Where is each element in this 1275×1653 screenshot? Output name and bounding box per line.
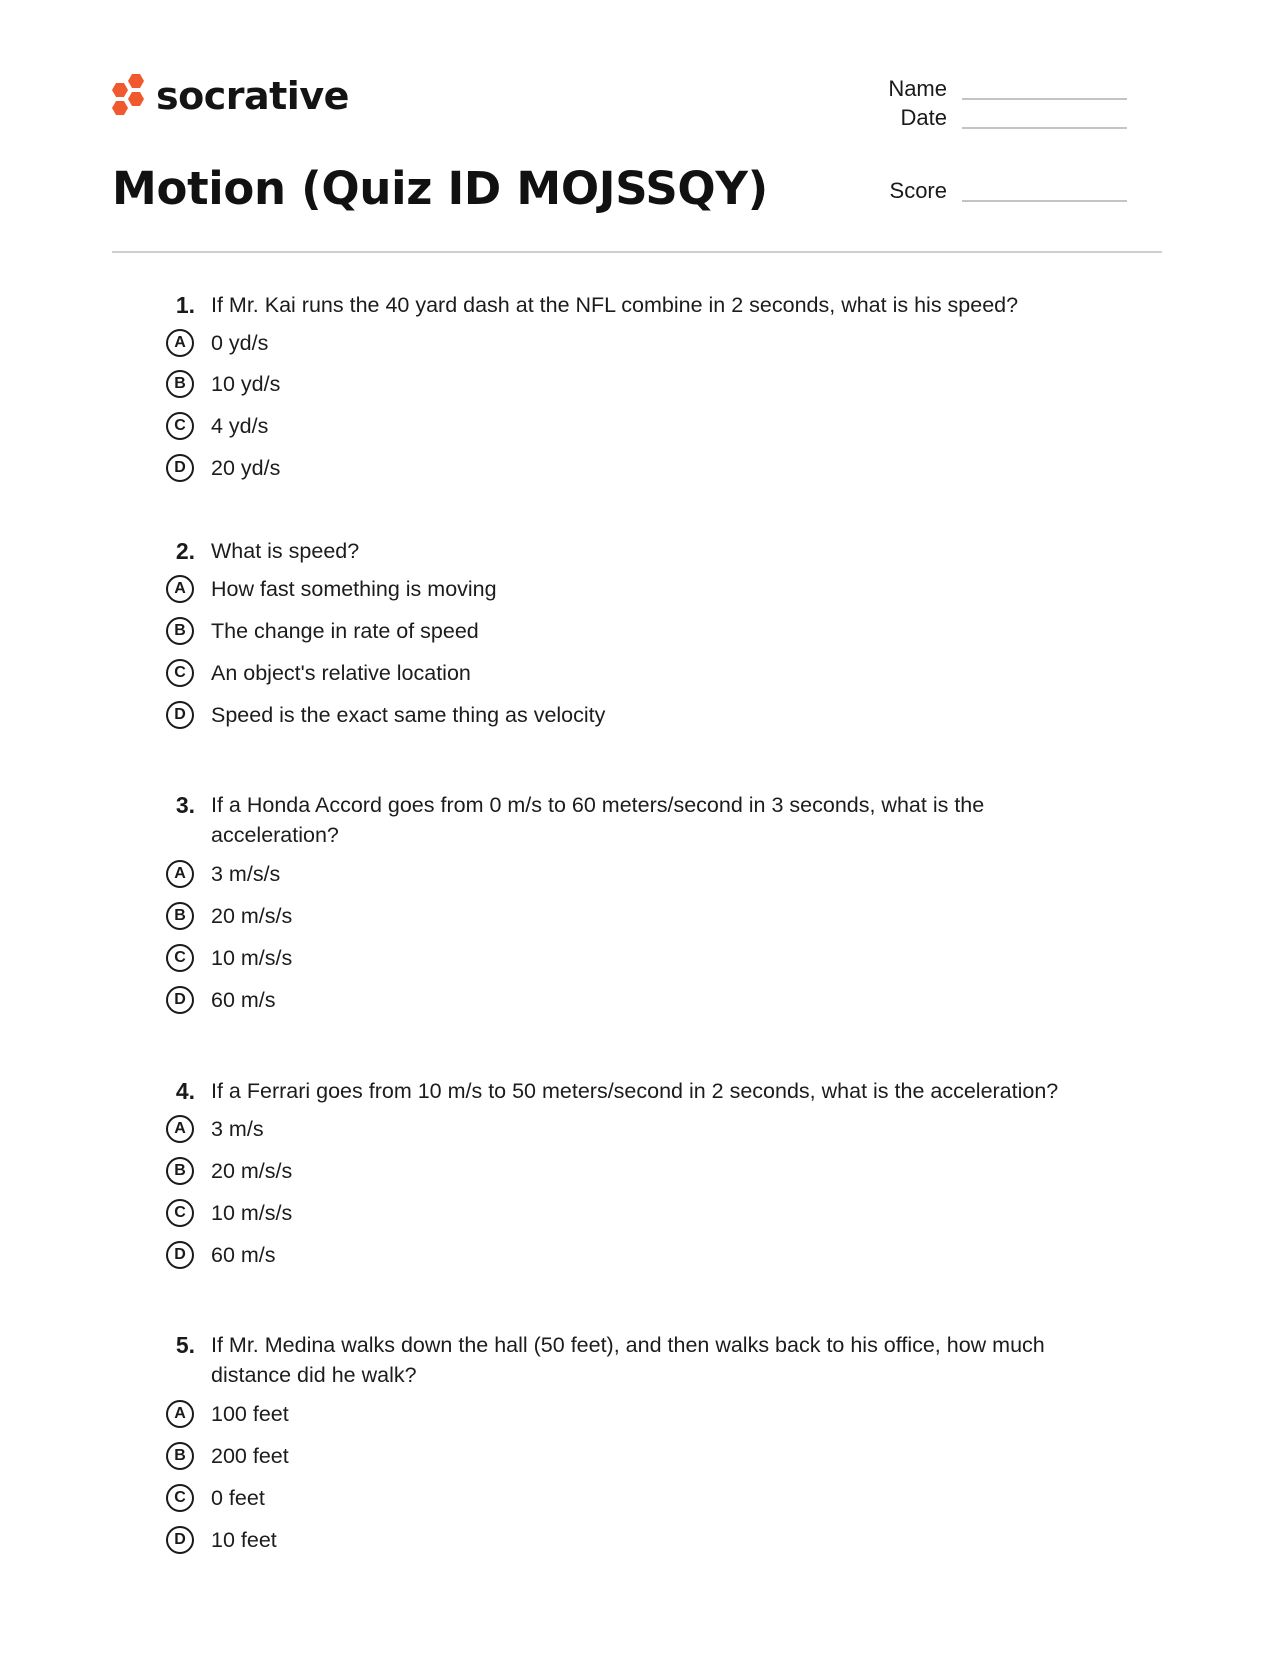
option-text: 10 m/s/s — [211, 946, 293, 970]
option-text: An object's relative location — [211, 661, 471, 685]
option-text: The change in rate of speed — [211, 619, 479, 643]
option-text: Speed is the exact same thing as velocity — [211, 703, 606, 727]
option-text: 60 m/s — [211, 988, 276, 1012]
option-letter-badge: B — [166, 370, 194, 398]
option-letter-badge: B — [166, 617, 194, 645]
option-letter-badge: D — [166, 1241, 194, 1269]
question-text: If Mr. Kai runs the 40 yard dash at the NFL combine in 2 seconds, what is his speed? — [211, 293, 1019, 317]
option-text: 3 m/s — [211, 1117, 264, 1141]
option-letter-badge: A — [166, 1115, 194, 1143]
question-text: If a Honda Accord goes from 0 m/s to 60 meters/second in 3 seconds, what is the acceleration? — [211, 793, 985, 847]
option-text: 10 feet — [211, 1528, 277, 1552]
score-label: Score — [889, 178, 947, 203]
name-label: Name — [888, 76, 947, 101]
question-number: 1. — [175, 292, 195, 318]
option-letter-badge: C — [166, 412, 194, 440]
question-text: If Mr. Medina walks down the hall (50 feet), and then walks back to his office, how much distance did he walk? — [211, 1333, 1045, 1387]
option-text: How fast something is moving — [211, 577, 497, 601]
brand-name: socrative — [156, 74, 349, 118]
option-letter-badge: C — [166, 944, 194, 972]
option-letter-badge: D — [166, 701, 194, 729]
option-text: 4 yd/s — [211, 414, 269, 438]
date-label: Date — [900, 105, 947, 130]
question-number: 5. — [175, 1332, 195, 1358]
question-number: 3. — [175, 792, 195, 818]
option-text: 100 feet — [211, 1402, 289, 1426]
option-letter-badge: C — [166, 1199, 194, 1227]
quiz-title: Motion (Quiz ID MOJSSQY) — [112, 162, 768, 215]
option-letter-badge: D — [166, 1526, 194, 1554]
option-letter-badge: D — [166, 454, 194, 482]
option-letter-badge: A — [166, 575, 194, 603]
option-text: 0 feet — [211, 1486, 265, 1510]
question-text: What is speed? — [211, 539, 360, 563]
option-letter-badge: A — [166, 860, 194, 888]
option-letter-badge: B — [166, 1442, 194, 1470]
option-text: 20 m/s/s — [211, 904, 293, 928]
question-number: 4. — [175, 1078, 195, 1104]
option-letter-badge: C — [166, 1484, 194, 1512]
option-letter-badge: A — [166, 329, 194, 357]
option-text: 3 m/s/s — [211, 862, 281, 886]
option-text: 10 m/s/s — [211, 1201, 293, 1225]
option-text: 20 m/s/s — [211, 1159, 293, 1183]
option-text: 200 feet — [211, 1444, 289, 1468]
option-letter-badge: B — [166, 1157, 194, 1185]
option-letter-badge: A — [166, 1400, 194, 1428]
option-letter-badge: C — [166, 659, 194, 687]
option-letter-badge: B — [166, 902, 194, 930]
option-text: 60 m/s — [211, 1243, 276, 1267]
option-text: 20 yd/s — [211, 456, 281, 480]
question-number: 2. — [175, 538, 195, 564]
option-text: 10 yd/s — [211, 372, 281, 396]
question-text: If a Ferrari goes from 10 m/s to 50 meters/second in 2 seconds, what is the acceleration? — [211, 1079, 1059, 1103]
option-text: 0 yd/s — [211, 331, 269, 355]
option-letter-badge: D — [166, 986, 194, 1014]
